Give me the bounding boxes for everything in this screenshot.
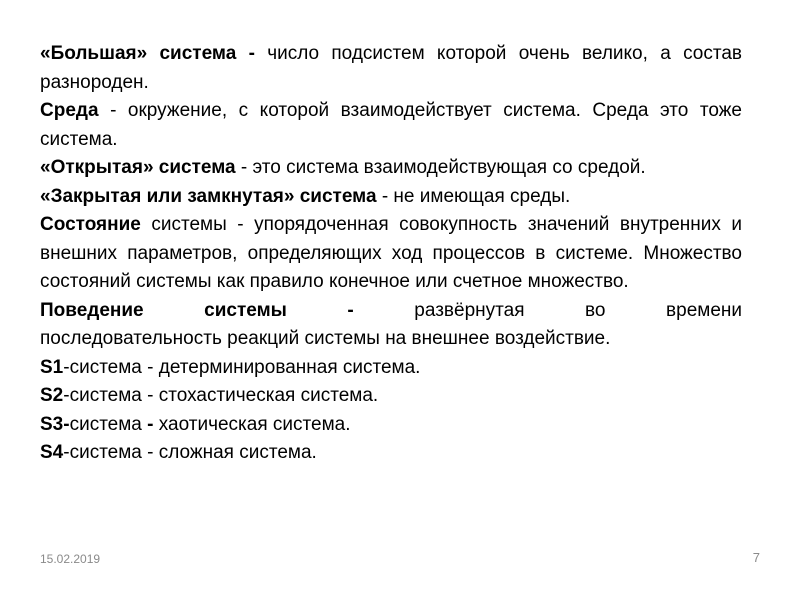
paragraph-s1 bbox=[40, 354, 742, 383]
paragraph-closed-system bbox=[40, 183, 742, 212]
paragraph-s4 bbox=[40, 439, 742, 468]
definition-big-system: число подсистем которой очень велико, а состав разнороден. bbox=[40, 43, 742, 93]
paragraph-s2 bbox=[40, 382, 742, 411]
paragraph-state bbox=[40, 211, 742, 297]
definition-s4: -система - сложная система. bbox=[63, 442, 317, 463]
footer-date: 15.02.2019 bbox=[40, 552, 101, 566]
term-big-system: «Большая» система - bbox=[40, 43, 255, 64]
definition-state: системы - упорядоченная совокупность значений внутренних и внешних параметров, определяющих ход процессов в системе. Множество состояний системы как правило конечное или счетное множество. bbox=[40, 214, 742, 292]
definition-s3-a: система bbox=[69, 413, 148, 435]
definition-behavior-continued: последовательность реакций системы на внешнее воздействие. bbox=[40, 328, 611, 349]
page-number: 7 bbox=[752, 550, 760, 565]
paragraph-behavior-line1 bbox=[40, 297, 742, 326]
slide-body bbox=[40, 40, 742, 468]
term-s3-dash: - bbox=[147, 413, 154, 435]
paragraph-s3 bbox=[40, 411, 742, 440]
term-s4: S4 bbox=[40, 442, 64, 463]
term-closed-system: «Закрытая или замкнутая» система bbox=[40, 185, 377, 207]
paragraph-behavior-line2 bbox=[40, 325, 742, 354]
term-s2: S2 bbox=[40, 385, 64, 406]
definition-s3-b: хаотическая система. bbox=[153, 413, 351, 435]
definition-environment: - окружение, с которой взаимодействует система. Среда это тоже система. bbox=[40, 100, 742, 150]
definition-closed-system: - не имеющая среды. bbox=[376, 185, 571, 207]
paragraph-big-system bbox=[40, 40, 742, 97]
paragraph-open-system bbox=[40, 154, 742, 183]
paragraph-environment bbox=[40, 97, 742, 154]
term-s3: S3- bbox=[40, 413, 70, 435]
definition-s2: -система - стохастическая система. bbox=[63, 385, 379, 406]
term-s1: S1 bbox=[40, 356, 64, 378]
term-environment: Среда bbox=[40, 100, 99, 121]
term-state: Состояние bbox=[40, 214, 141, 235]
definition-s1: -система - детерминированная система. bbox=[63, 356, 421, 378]
definition-behavior: развёрнутая во времени bbox=[353, 299, 742, 321]
definition-open-system: - это система взаимодействующая со средой. bbox=[235, 157, 646, 178]
term-behavior: Поведение системы - bbox=[40, 299, 354, 321]
term-open-system: «Открытая» система bbox=[40, 157, 236, 178]
